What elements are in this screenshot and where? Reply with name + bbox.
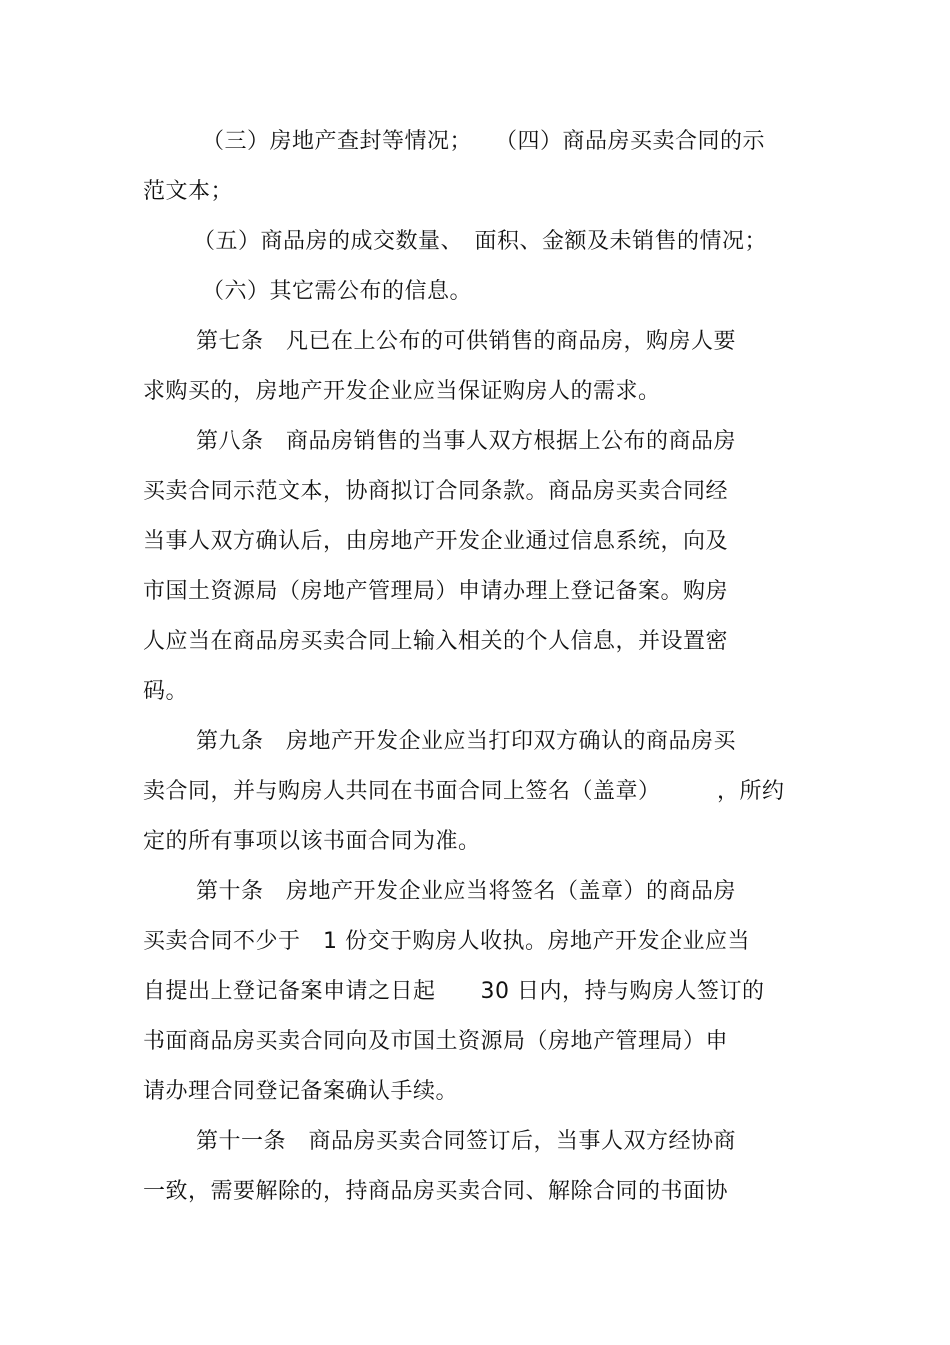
article-10-heading-line: 第十条 房地产开发企业应当将签名（盖章）的商品房 <box>196 879 737 904</box>
text-line: 人应当在商品房买卖合同上输入相关的个人信息，并设置密 <box>143 629 729 654</box>
text-line: 码。 <box>143 679 189 704</box>
text-line: 范文本； <box>143 179 234 204</box>
text-line: 一致，需要解除的，持商品房买卖合同、解除合同的书面协 <box>143 1179 729 1204</box>
text-line: 买卖合同不少于 1 份交于购房人收执。房地产开发企业应当 <box>143 929 750 954</box>
article-9-heading-line: 第九条 房地产开发企业应当打印双方确认的商品房买 <box>196 729 737 754</box>
text-line: 当事人双方确认后，由房地产开发企业通过信息系统，向及 <box>143 529 729 554</box>
text-line: 求购买的，房地产开发企业应当保证购房人的需求。 <box>143 379 661 404</box>
text-line: （六）其它需公布的信息。 <box>202 279 473 304</box>
article-11-heading-line: 第十一条 商品房买卖合同签订后，当事人双方经协商 <box>196 1129 737 1154</box>
text-line: 书面商品房买卖合同向及市国土资源局（房地产管理局）申 <box>143 1029 729 1054</box>
text-line: 卖合同，并与购房人共同在书面合同上签名（盖章） ，所约 <box>143 779 785 804</box>
text-line: （三）房地产查封等情况； （四）商品房买卖合同的示 <box>202 129 766 154</box>
text-line: 市国土资源局（房地产管理局）申请办理上登记备案。购房 <box>143 579 729 604</box>
text-line: 自提出上登记备案申请之日起 30 日内，持与购房人签订的 <box>143 979 765 1004</box>
text-line: 请办理合同登记备案确认手续。 <box>143 1079 459 1104</box>
article-7-heading-line: 第七条 凡已在上公布的可供销售的商品房，购房人要 <box>196 329 737 354</box>
text-line: 买卖合同示范文本，协商拟订合同条款。商品房买卖合同经 <box>143 479 729 504</box>
text-line: 定的所有事项以该书面合同为准。 <box>143 829 481 854</box>
text-line: （五）商品房的成交数量、 面积、金额及未销售的情况； <box>193 229 768 254</box>
article-8-heading-line: 第八条 商品房销售的当事人双方根据上公布的商品房 <box>196 429 737 454</box>
